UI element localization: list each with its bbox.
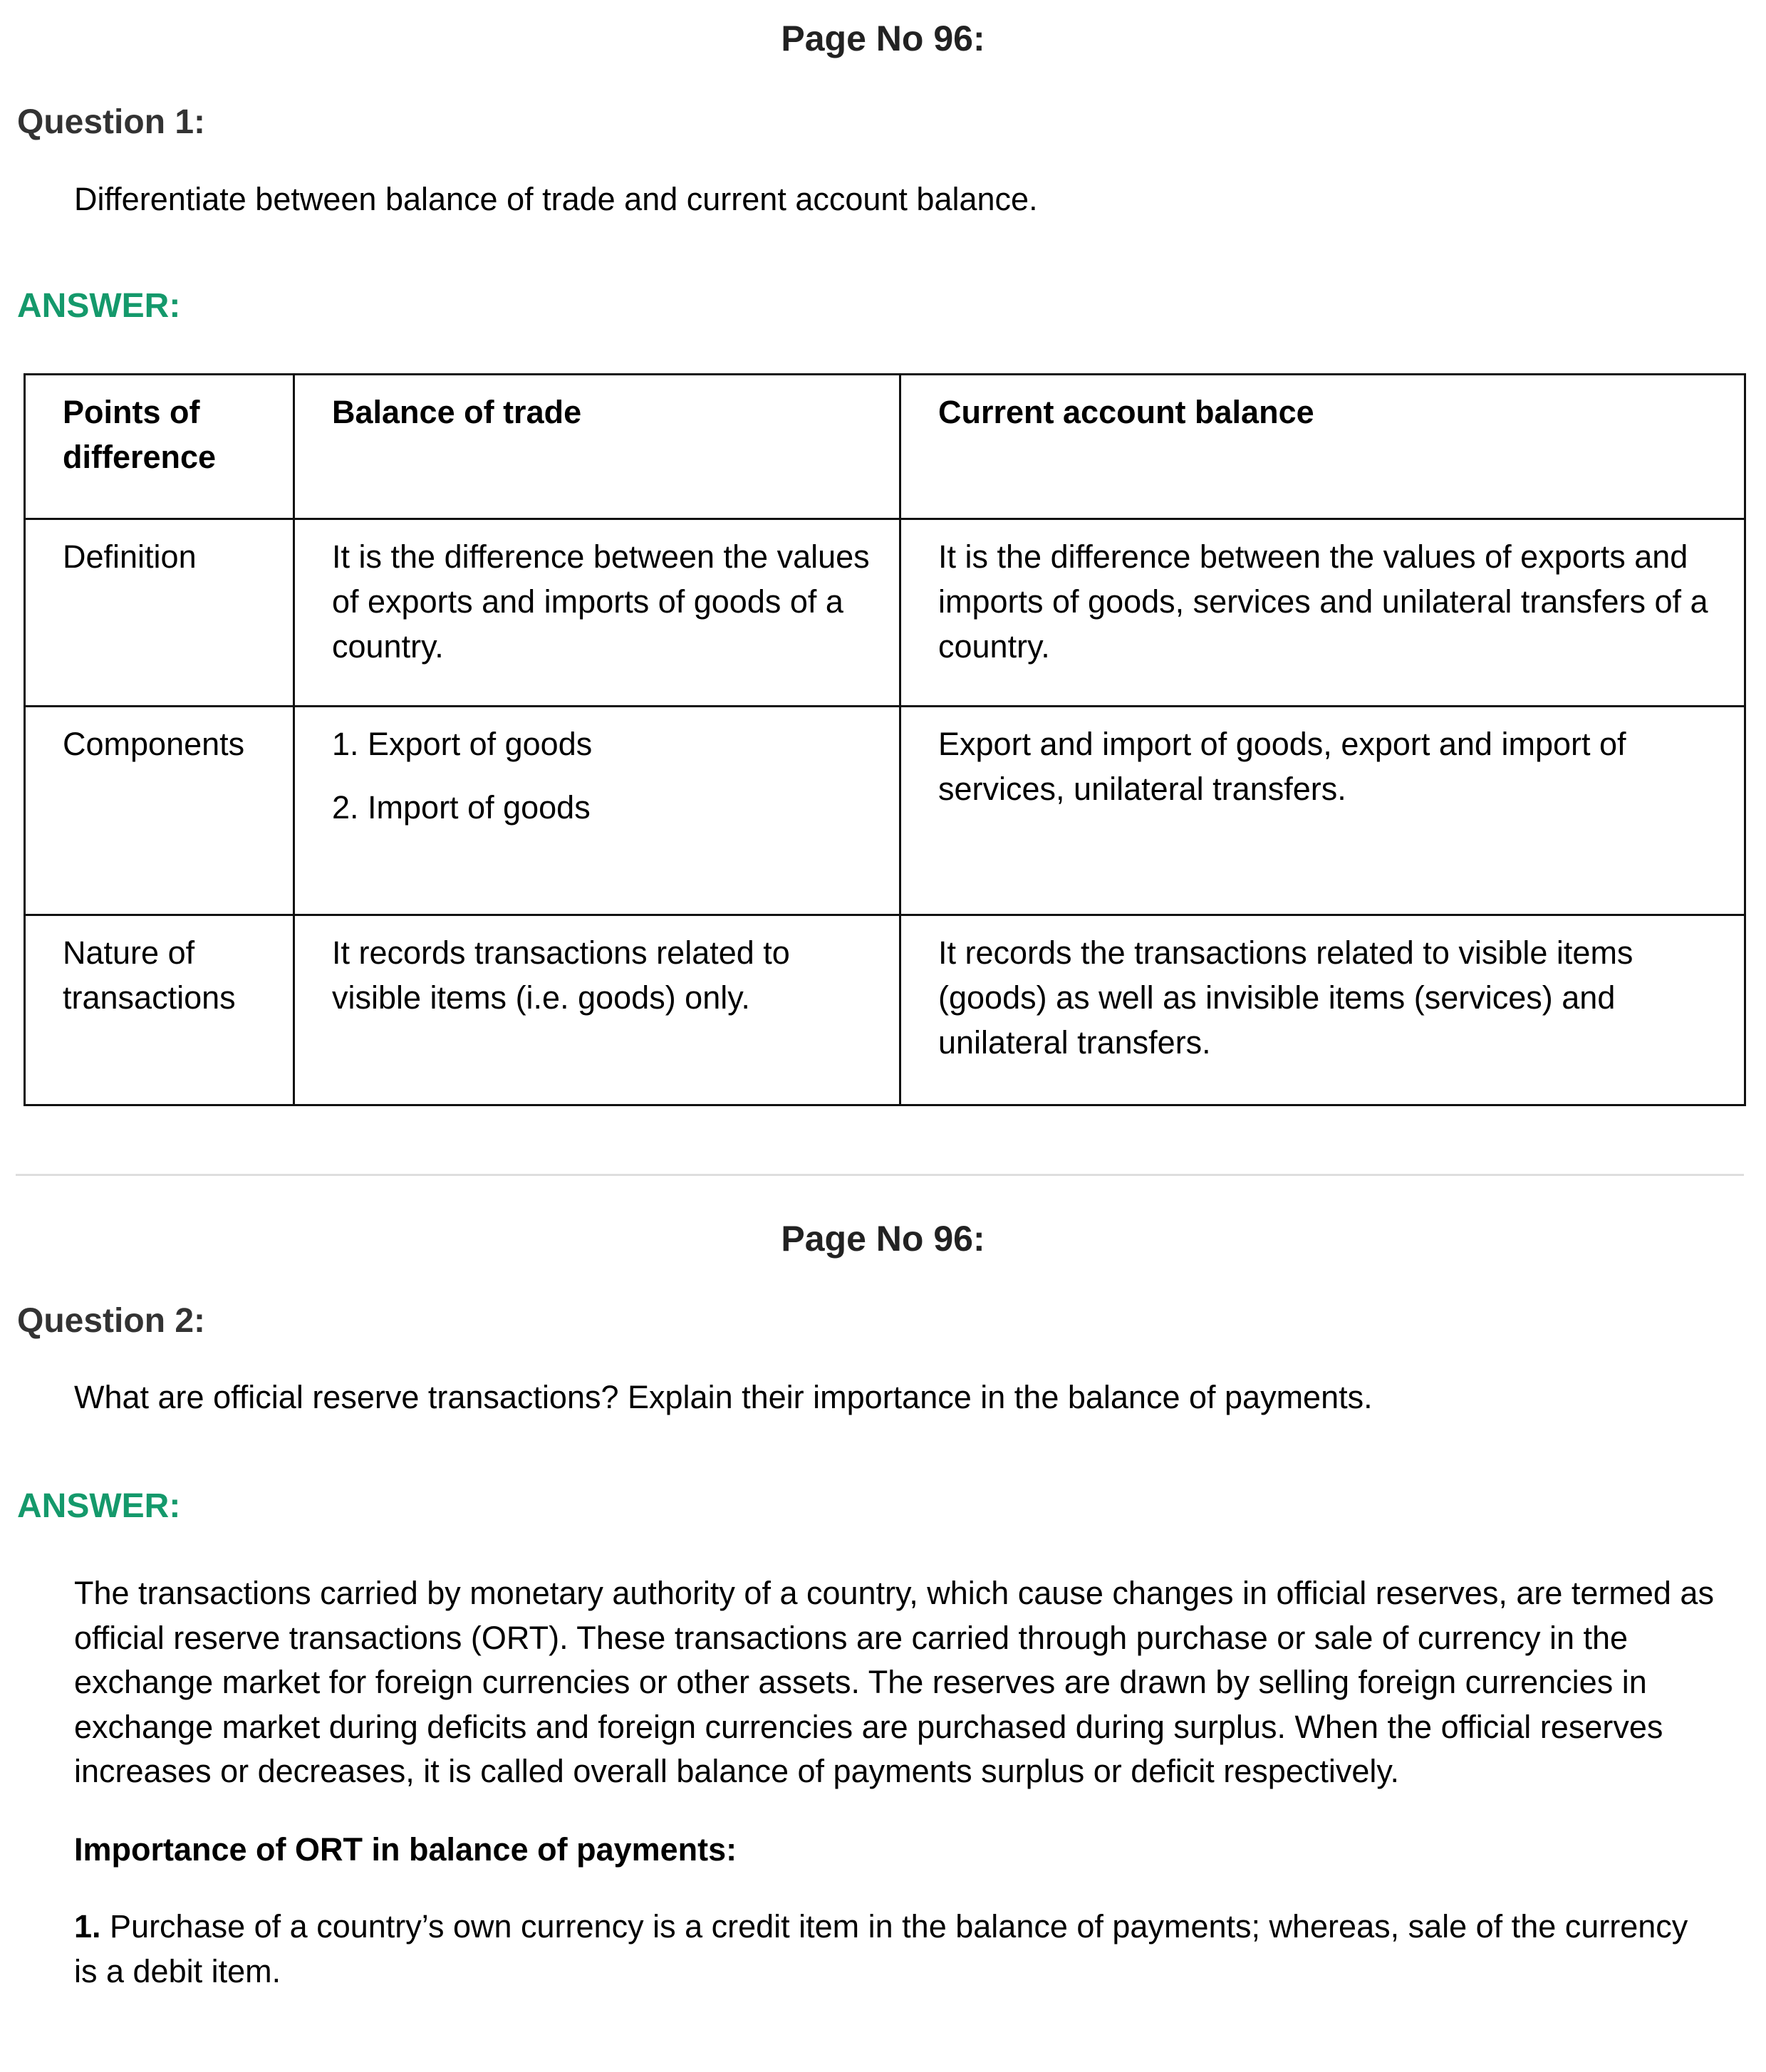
- section-divider: [16, 1174, 1744, 1176]
- question-2-text: What are official reserve transactions? Explain their importance in the balance of payments.: [74, 1379, 1373, 1415]
- header-current-account-balance: Current account balance: [900, 375, 1745, 519]
- table-row: [25, 915, 1745, 1105]
- point-number: 1.: [74, 1908, 101, 1945]
- header-points-of-difference: Points of difference: [25, 375, 294, 519]
- question-1-label: Question 1:: [17, 103, 206, 141]
- question-1-text: Differentiate between balance of trade and current account balance.: [74, 181, 1038, 217]
- answer-2-label: ANSWER:: [17, 1487, 181, 1525]
- table-row: [25, 707, 1745, 915]
- header-balance-of-trade: Balance of trade: [294, 375, 900, 519]
- table-header-row: [25, 375, 1745, 519]
- table-row: [25, 519, 1745, 707]
- component-item: 1. Export of goods: [332, 726, 593, 762]
- answer-paragraph: The transactions carried by monetary authority of a country, which cause changes in official reserves, are termed as official reserve transactions (ORT). These transactions are carried through purchase or sale of currency in the exchange market for foreign currencies or other assets. The reserves are drawn by selling foreign currencies in exchange market during deficits and foreign currencies are purchased during surplus. When the official reserves increases or decreases, it is called overall balance of payments surplus or deficit respectively.: [74, 1575, 1714, 1789]
- page-number-heading: Page No 96:: [781, 19, 985, 58]
- point-text: Purchase of a country’s own currency is a credit item in the balance of payments; whereas, sale of the currency is a debit item.: [74, 1908, 1688, 1989]
- answer-1-label: ANSWER:: [17, 287, 181, 325]
- cell-balance-of-trade: [294, 707, 900, 915]
- row-label-definition: Definition: [25, 519, 294, 707]
- question-2-label: Question 2:: [17, 1302, 206, 1340]
- importance-heading: Importance of ORT in balance of payments:: [74, 1831, 737, 1868]
- component-item: 2. Import of goods: [332, 789, 591, 826]
- cell-current-account: Export and import of goods, export and import of services, unilateral transfers.: [900, 707, 1745, 915]
- row-label-nature-of-transactions: Nature of transactions: [25, 915, 294, 1105]
- page-number-heading: Page No 96:: [781, 1219, 985, 1259]
- cell-balance-of-trade: It is the difference between the values of exports and imports of goods of a country.: [294, 519, 900, 707]
- row-label-components: Components: [25, 707, 294, 915]
- comparison-table: [24, 373, 1746, 1106]
- importance-point: [74, 1905, 1713, 1994]
- cell-balance-of-trade: It records transactions related to visible items (i.e. goods) only.: [294, 915, 900, 1105]
- cell-current-account: It records the transactions related to visible items (goods) as well as invisible items (services) and unilateral transfers.: [900, 915, 1745, 1105]
- cell-current-account: It is the difference between the values of exports and imports of goods, services and unilateral transfers of a country.: [900, 519, 1745, 707]
